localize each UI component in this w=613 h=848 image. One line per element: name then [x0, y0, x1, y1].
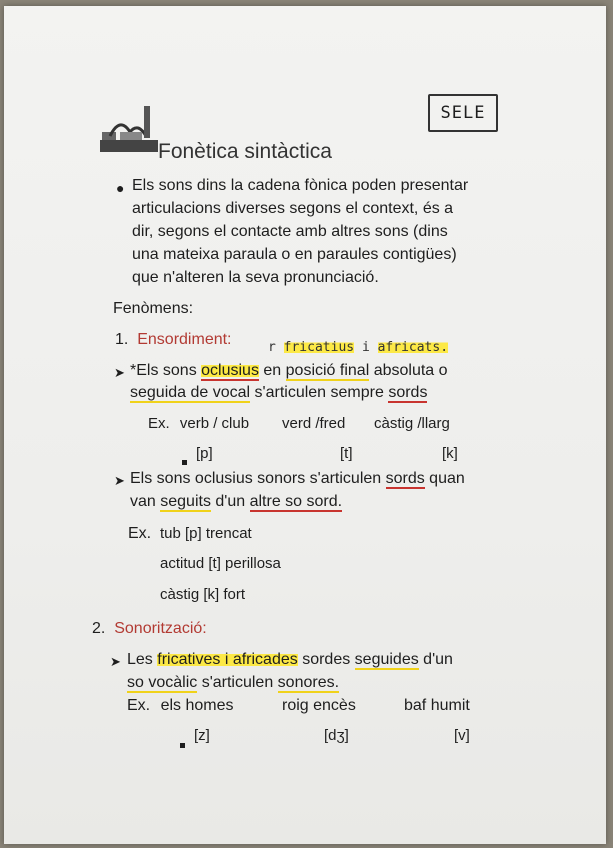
s1-ex-actitud: actitud [t] perillosa: [160, 555, 281, 572]
r4-seguits: seguits: [160, 493, 211, 510]
note-africats: africats.: [377, 340, 449, 355]
s2-phone-v: [v]: [454, 727, 470, 744]
s1-ex-castig-llarg: càstig /llarg: [374, 415, 450, 432]
intro-line-5: que n'alteren la seva pronunciació.: [132, 269, 379, 286]
section-1-number: 1.: [115, 331, 129, 348]
intro-line-4: una mateixa paraula o en paraules contigües): [132, 246, 457, 263]
r4-mid: d'un: [210, 493, 250, 510]
r4-altre-so-sord: altre so sord.: [249, 493, 343, 510]
r2-sords: sords: [388, 384, 428, 401]
intro-bullet: ●: [116, 180, 125, 196]
s1-rule2-line1: [130, 470, 465, 488]
r1-mid: en: [258, 362, 286, 379]
r1-post: absoluta o: [369, 362, 448, 379]
fenomens-label: Fenòmens:: [113, 300, 194, 317]
page-title: [158, 140, 332, 164]
square-bullet-1: [182, 452, 187, 470]
s2-sonores: sonores.: [277, 674, 340, 691]
s2-ex-baf-humit: baf humit: [404, 697, 470, 714]
s2-ex-roig-ences: roig encès: [282, 697, 356, 714]
sele-stamp: [428, 94, 498, 132]
s2-phone-dz: [dʒ]: [324, 727, 349, 744]
handwritten-note: [268, 340, 448, 355]
s1-ex-castig: càstig [k] fort: [160, 586, 246, 603]
s1-examples: [148, 415, 249, 432]
r3-pre: Els sons oclusius sonors s'articulen: [130, 470, 386, 487]
section-1-heading: [115, 331, 232, 349]
arrow-bullet-2: ➤: [114, 473, 125, 488]
s1-ex2-label: Ex.: [128, 525, 152, 542]
r1-pre: *Els sons: [130, 362, 202, 379]
s2-phone-z: [z]: [194, 727, 210, 744]
section-2-number: 2.: [92, 620, 106, 637]
intro-line-2: articulacions diverses segons el context, és a: [132, 200, 454, 217]
s2-rule-line1: [127, 651, 453, 669]
s1-phone-k: [k]: [442, 445, 458, 462]
r3-post: quan: [424, 470, 465, 487]
r2-seguida-vocal: seguida de vocal: [130, 384, 251, 401]
stamp-label: SELE: [440, 103, 486, 123]
section-2-title: Sonorització:: [114, 620, 207, 637]
logo-icon: [100, 102, 158, 154]
s2-ex-label: Ex.: [127, 697, 151, 714]
s1-phone-p: [p]: [196, 445, 213, 462]
title-text: Fonètica sintàctica: [158, 140, 332, 163]
s2-r1-pre: Les: [127, 651, 158, 668]
r3-sords: sords: [385, 470, 425, 487]
s2-r1-mid: sordes: [297, 651, 355, 668]
s2-r1-post: d'un: [418, 651, 453, 668]
s2-examples: [127, 697, 234, 715]
s1-ex-tub: tub [p] trencat: [160, 525, 252, 542]
r1-posicio-final: posició final: [285, 362, 370, 379]
section-1-title: Ensordiment:: [137, 331, 232, 348]
s2-r2-mid: s'articulen: [197, 674, 278, 691]
s1-rule1-line1: [130, 362, 448, 380]
r4-pre: van: [130, 493, 161, 510]
note-i: i: [361, 340, 370, 355]
s2-seguides: seguides: [354, 651, 419, 668]
s2-ex-els-homes: els homes: [160, 697, 234, 714]
arrow-bullet-1: ➤: [114, 365, 125, 380]
s1-rule2-line2: [130, 493, 342, 511]
square-bullet-2: [180, 735, 185, 753]
arrow-bullet-3: ➤: [110, 654, 121, 669]
s1-ex-verb-club: verb / club: [179, 415, 250, 432]
s2-so-vocalic: so vocàlic: [127, 674, 198, 691]
s1-ex-verd-fred: verd /fred: [282, 415, 346, 432]
r1-oclusius: oclusius: [201, 362, 259, 379]
note-fricatius: fricatius: [283, 340, 355, 355]
s2-rule-line2: [127, 674, 339, 692]
s1-rule1-line2: [130, 384, 427, 402]
s1-phone-t: [t]: [340, 445, 353, 462]
r2-mid: s'articulen sempre: [250, 384, 389, 401]
intro-line-3: dir, segons el contacte amb altres sons (dins: [132, 223, 448, 240]
intro-line-1: Els sons dins la cadena fònica poden presentar: [132, 177, 469, 194]
section-2-heading: [92, 620, 207, 638]
s2-fricatives-africades: fricatives i africades: [157, 651, 298, 668]
s1-ex-label: Ex.: [148, 415, 170, 432]
note-prefix: r: [268, 340, 276, 355]
